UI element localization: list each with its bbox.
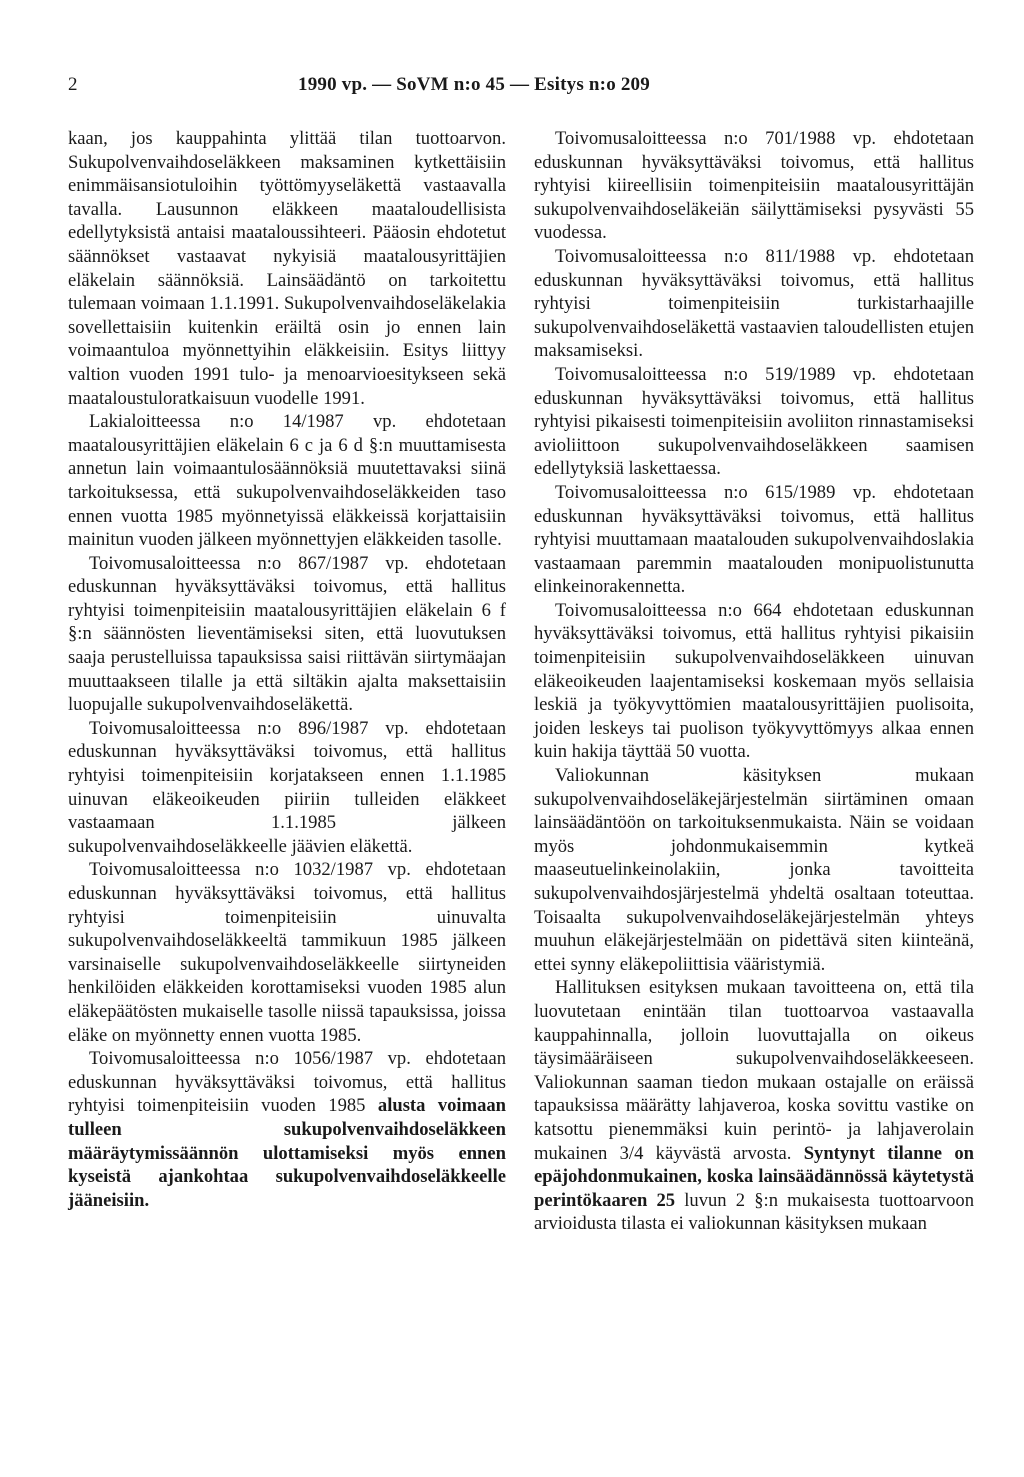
paragraph: Toivomusaloitteessa n:o 811/1988 vp. ehdotetaan eduskunnan hyväksyttäväksi toivomus, että hallitus ryhtyisi toimenpiteisiin turkistarhaajille sukupolvenvaihdoseläkettä vastaavien taloudellisten etujen maksamiseksi. xyxy=(534,245,974,362)
paragraph-text-tail: luvun 2 §:n mukaisesta tuottoarvoon arvioidusta tilasta ei valiokunnan käsityksen mukaan xyxy=(534,1189,974,1235)
paragraph: Toivomusaloitteessa n:o 615/1989 vp. ehdotetaan eduskunnan hyväksyttäväksi toivomus, että hallitus ryhtyisi muuttamaan maatalouden sukupolvenvaihdoslakia vastaamaan paremmin maatalouden monipuolistunutta elinkeinorakennetta. xyxy=(534,481,974,598)
running-title: 1990 vp. — SoVM n:o 45 — Esitys n:o 209 xyxy=(298,74,650,95)
left-column xyxy=(68,127,506,1212)
paragraph xyxy=(68,1047,506,1212)
paragraph-text: Toivomusaloitteessa n:o 1056/1987 vp. ehdotetaan eduskunnan hyväksyttäväksi toivomus, että hallitus ryhtyisi toimenpiteisiin vuoden 1985 xyxy=(68,1048,506,1117)
paragraph-bold-text: Syntynyt tilanne on epäjohdonmukainen, koska lainsäädännössä käytetystä perintökaaren 25 xyxy=(534,1142,974,1211)
paragraph xyxy=(534,976,974,1236)
paragraph: kaan, jos kauppahinta ylittää tilan tuottoarvon. Sukupolvenvaihdoseläkkeen maksaminen kytkettäisiin enimmäisansiotuloihin työttömyyseläkettä vastaavalla tavalla. Lausunnon eläkkeen maataloudellisista edellytyksistä antaisi maataloussihteeri. Pääosin ehdotetut säännökset vastaavat nykyisiä maatalousyrittäjien eläkelain säännöksiä. Lainsäädäntö on tarkoitettu tulemaan voimaan 1.1.1991. Sukupolvenvaihdoseläkelakia sovellettaisiin kuitenkin eräiltä osin jo ennen lain voimaantuloa myönnettyihin eläkkeisiin. Esitys liittyy valtion vuoden 1991 tulo- ja menoarvioesitykseen sekä maataloustuloratkaisuun vuodelle 1991. xyxy=(68,128,506,409)
right-column xyxy=(534,127,974,1236)
paragraph: Toivomusaloitteessa n:o 867/1987 vp. ehdotetaan eduskunnan hyväksyttäväksi toivomus, että hallitus ryhtyisi toimenpiteisiin maatalousyrittäjien eläkelain 6 f §:n säännösten lieventämiseksi siten, että luovutuksen saaja perustelluissa tapauksissa saisi riittävän siirtymäajan muuttaakseen tilalle ja että siltäkin ajalta maksettaisiin luopujalle sukupolvenvaihdoseläkettä. xyxy=(68,552,506,716)
paragraph-text: Hallituksen esityksen mukaan tavoitteena on, että tila luovutetaan enintään tilan tuottoarvoa vastaavalla kauppahinnalla, jolloin luovuttajalla on oikeus täysimääräiseen sukupolvenvaihdoseläkkeeseen. Valiokunnan saaman tiedon mukaan ostajalle on eräissä tapauksissa määrätty lahjaveroa, koska sovittu vastike on katsottu pienemmäksi kuin perintö- ja lahjaverolain mukainen 3/4 käyvästä arvosta. xyxy=(534,977,974,1164)
paragraph: Lakialoitteessa n:o 14/1987 vp. ehdotetaan maatalousyrittäjien eläkelain 6 c ja 6 d §:n muuttamisesta annetun lain voimaantulosäännöksiä muutettavaksi siinä tarkoituksessa, että sukupolvenvaihdoseläkkeiden taso ennen vuotta 1985 myönnetyissä eläkkeissä korjattaisiin mainitun vuoden jälkeen myönnettyjen eläkkeiden tasolle. xyxy=(68,411,506,551)
paragraph: Toivomusaloitteessa n:o 664 ehdotetaan eduskunnan hyväksyttäväksi toivomus, että hallitus ryhtyisi pikaisiin toimenpiteisiin sukupolvenvaihdoseläkkeen uinuvan eläkeoikeuden laajentamiseksi koskemaan myös sellaisia leskiä ja työkyvyttömien maatalousyrittäjien puolisoita, joiden leskeys tai puolison työkyvyttömyys alkaa ennen kuin hakija täyttää 50 vuotta. xyxy=(534,599,974,763)
paragraph: Toivomusaloitteessa n:o 519/1989 vp. ehdotetaan eduskunnan hyväksyttäväksi toivomus, että hallitus ryhtyisi pikaisesti toimenpiteisiin avoliiton rinnastamiseksi avioliittoon sukupolvenvaihdoseläkkeen saamisen edellytyksiä laskettaessa. xyxy=(534,363,974,480)
paragraph: Toivomusaloitteessa n:o 701/1988 vp. ehdotetaan eduskunnan hyväksyttäväksi toivomus, että hallitus ryhtyisi kiireellisiin toimenpiteisiin maatalousyrittäjän sukupolvenvaihdoseläkeiän säilyttämiseksi pysyvästi 55 vuodessa. xyxy=(534,128,974,244)
page-header xyxy=(68,70,968,100)
page-number: 2 xyxy=(68,74,78,95)
paragraph-bold-text: alusta voimaan tulleen sukupolvenvaihdoseläkkeen määräytymissäännön ulottamiseksi myös ennen kyseistä ajankohtaa sukupolvenvaihdoseläkkeelle jääneisiin. xyxy=(68,1095,506,1211)
paragraph: Toivomusaloitteessa n:o 1032/1987 vp. ehdotetaan eduskunnan hyväksyttäväksi toivomus, että hallitus ryhtyisi toimenpiteisiin uinuvalta sukupolvenvaihdoseläkkeeltä tammikuun 1985 jälkeen varsinaiselle sukupolvenvaihdoseläkkeelle siirtyneiden henkilöiden eläkkeiden korottamiseksi vuoden 1985 alun eläkepäätösten mukaiselle tasolle niissä tapauksissa, joissa eläke on myönnetty ennen vuotta 1985. xyxy=(68,859,506,1046)
paragraph: Valiokunnan käsityksen mukaan sukupolvenvaihdoseläkejärjestelmän siirtäminen omaan lainsäädäntöön on tarkoituksenmukaista. Näin se voidaan myös johdonmukaisemmin kytkeä maaseutuelinkeinolakiin, jonka tavoitteita sukupolvenvaihdosjärjestelmä yhdeltä osaltaan toteuttaa. Toisaalta sukupolvenvaihdoseläkejärjestelmän yhteys muuhun eläkejärjestelmään on pidettävä siten kiinteänä, ettei synny eläkepoliittisia vääristymiä. xyxy=(534,765,974,975)
paragraph: Toivomusaloitteessa n:o 896/1987 vp. ehdotetaan eduskunnan hyväksyttäväksi toivomus, että hallitus ryhtyisi toimenpiteisiin korjatakseen ennen 1.1.1985 uinuvan eläkeoikeuden piiriin tulleiden eläkkeet vastaamaan 1.1.1985 jälkeen sukupolvenvaihdoseläkkeelle jäävien eläkettä. xyxy=(68,717,506,857)
